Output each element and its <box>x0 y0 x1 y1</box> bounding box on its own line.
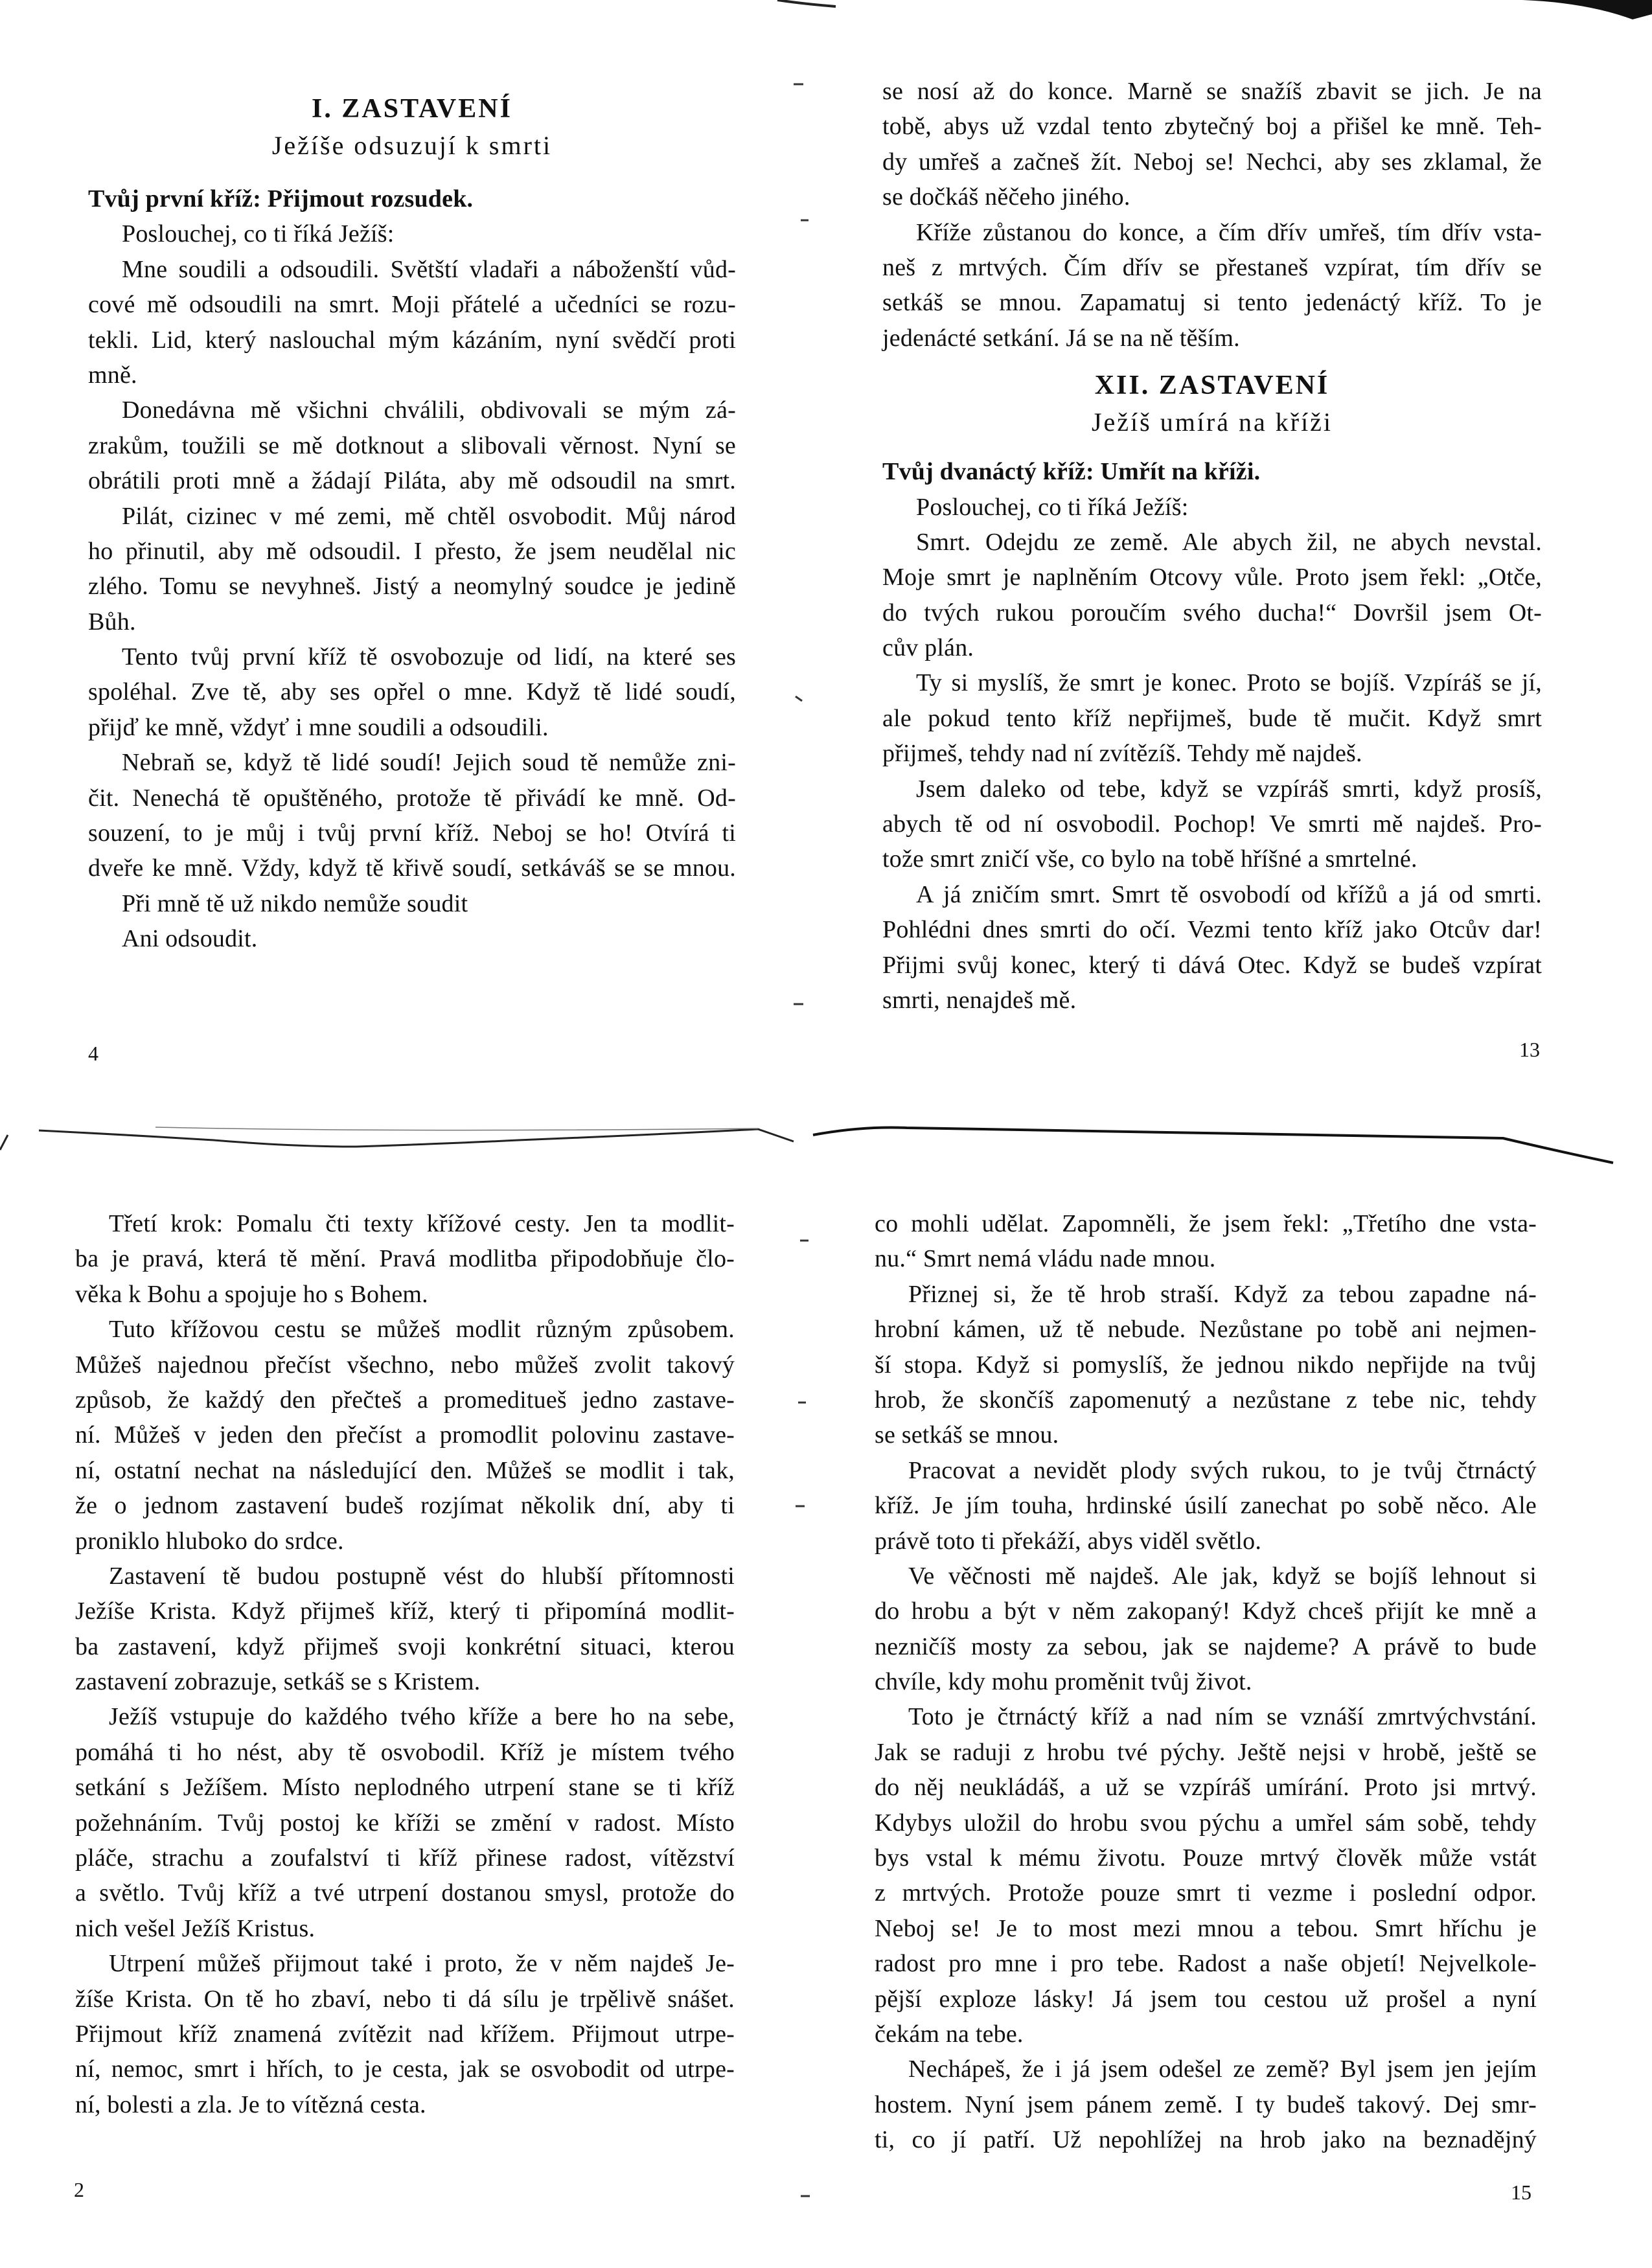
text-line: pomáhá ti ho nést, aby tě osvobodil. Kříž je místem tvého <box>75 1738 735 1766</box>
station-heading: I. ZASTAVENÍ <box>312 94 512 124</box>
text-line: ní, ostatní nechat na následující den. Můžeš se modlit i tak, <box>75 1456 735 1484</box>
text-line: Tuto křížovou cestu se můžeš modlit různým způsobem. <box>109 1316 735 1344</box>
text-line: kříž. Je jím touha, hrdinské úsilí zanechat po sobě něco. Ale <box>875 1492 1537 1520</box>
text-line: jedenácté setkání. Já se na ně těším. <box>882 324 1240 352</box>
top-edge-shadow <box>1075 0 1652 19</box>
text-line: se dočkáš něčeho jiného. <box>882 183 1130 211</box>
horizontal-fold-right <box>813 1127 1613 1163</box>
text-line: do něj neukládáš, a už se vzpíráš umírání. Proto jsi mrtvý. <box>875 1774 1537 1802</box>
text-line: spoléhal. Zve tě, aby ses opřel o mne. Když tě lidé soudí, <box>88 678 736 706</box>
page-number: 13 <box>1519 1038 1540 1061</box>
text-line: Smrt. Odejdu ze země. Ale abych žil, ne abych nevstal. <box>916 528 1542 556</box>
text-line: ti, co jí patří. Už nepohlížej na hrob jako na beznadějný <box>875 2126 1537 2154</box>
text-line: tože smrt zničí vše, co bylo na tobě hříšné a smrtelné. <box>882 845 1417 873</box>
page-bottom-left <box>75 1206 735 2122</box>
text-line: setkáš se mnou. Zapamatuj si tento jedenáctý kříž. To je <box>882 289 1542 317</box>
text-line: přijmeš, tehdy nad ní zvítězíš. Tehdy mě najdeš. <box>882 740 1362 768</box>
text-line: Ježíš vstupuje do každého tvého kříže a bere ho na sebe, <box>109 1703 735 1731</box>
text-line: Přijmout kříž znamená zvítězit nad křížem. Přijmout utrpe- <box>75 2020 735 2048</box>
text-line: pější exploze lásky! Já jsem tou cestou už prošel a nyní <box>875 1985 1537 2013</box>
text-line: přijď ke mně, vždyť i mne soudili a odsoudili. <box>88 713 549 741</box>
page-number: 15 <box>1511 2181 1532 2204</box>
station-subheading: Ježíše odsuzují k smrti <box>271 131 553 160</box>
text-line: obrátili proti mně a žádají Piláta, aby mě odsoudil na smrt. <box>88 467 736 495</box>
text-line: zlého. Tomu se nevyhneš. Jistý a neomylný soudce je jedině <box>88 573 736 601</box>
text-line: věka k Bohu a spojuje ho s Bohem. <box>75 1280 428 1308</box>
text-line: Toto je čtrnáctý kříž a nad ním se vznáší zmrtvýchvstání. <box>908 1703 1537 1731</box>
cross-lead: Tvůj první kříž: Přijmout rozsudek. <box>88 185 474 212</box>
text-line: hostem. Nyní jsem pánem země. I ty budeš takový. Dej smr- <box>875 2090 1537 2118</box>
text-line: Kdybys uložil do hrobu svou pýchu a umřel sám sobě, tehdy <box>875 1809 1537 1837</box>
text-line: bys vstal k mému životu. Pouze mrtvý člověk může vstát <box>875 1844 1537 1872</box>
text-line: Mne soudili a odsoudili. Světští vladaři a náboženští vůd- <box>122 255 736 283</box>
text-line: dy umřeš a začneš žít. Neboj se! Nechci, aby ses zklamal, že <box>882 148 1542 176</box>
text-line: souzení, to je můj i tvůj první kříž. Neboj se ho! Otvírá ti <box>88 819 736 847</box>
text-line: Ježíše Krista. Když přijmeš kříž, který ti připomíná modlit- <box>75 1598 735 1625</box>
text-line: ní, nemoc, smrt i hřích, to je cesta, jak se osvobodit od utrpe- <box>75 2056 735 2083</box>
text-line: nu.“ Smrt nemá vládu nade mnou. <box>875 1245 1216 1273</box>
text-line: radost pro mne i pro tebe. Radost a naše objetí! Nejvelkole- <box>875 1950 1537 1978</box>
text-line: proniklo hluboko do srdce. <box>75 1527 344 1555</box>
text-line: ho přinutil, aby mě odsoudil. I přesto, že jsem neudělal nic <box>88 537 736 565</box>
text-line: z mrtvých. Protože pouze smrt ti vezme i poslední odpor. <box>875 1879 1537 1907</box>
text-line: Jak se raduji z hrobu tvé pýchy. Ještě nejsi v hrobě, ještě se <box>875 1738 1537 1766</box>
text-line: Pracovat a nevidět plody svých rukou, to je tvůj čtrnáctý <box>908 1456 1537 1484</box>
text-line: cové mě odsoudili na smrt. Moji přátelé a učedníci se rozu- <box>88 291 736 319</box>
text-line: ba je pravá, která tě mění. Pravá modlitba připodobňuje člo- <box>75 1245 735 1273</box>
center-gutter-marks <box>794 84 810 2196</box>
text-line: Nechápeš, že i já jsem odešel ze země? Byl jsem jen jejím <box>908 2056 1537 2083</box>
page-number: 4 <box>88 1042 98 1065</box>
text-line: co mohli udělat. Zapomněli, že jsem řekl: „Třetího dne vsta- <box>875 1210 1537 1237</box>
text-line: setkání s Ježíšem. Místo neplodného utrpení stane se ti kříž <box>75 1774 735 1802</box>
page-top-left <box>88 91 736 957</box>
text-line: cův plán. <box>882 634 974 662</box>
text-line: Ve věčnosti mě najdeš. Ale jak, když se bojíš lehnout si <box>908 1562 1537 1590</box>
text-line: tekli. Lid, který naslouchal mým kázáním, nyní svědčí proti <box>88 326 736 354</box>
text-line: Utrpení můžeš přijmout také i proto, že v něm najdeš Je- <box>109 1950 735 1978</box>
text-line: Třetí krok: Pomalu čti texty křížové cesty. Jen ta modlit- <box>109 1210 735 1237</box>
text-line: chvíle, kdy mohu proměnit tvůj život. <box>875 1668 1252 1696</box>
text-line: Poslouchej, co ti říká Ježíš: <box>916 493 1189 521</box>
text-line: Zastavení tě budou postupně vést do hlubší přítomnosti <box>109 1562 735 1590</box>
text-line: Ty si myslíš, že smrt je konec. Proto se bojíš. Vzpíráš se jí, <box>916 669 1542 697</box>
station-subheading: Ježíš umírá na kříži <box>1091 407 1333 437</box>
text-line: se setkáš se mnou. <box>875 1421 1059 1449</box>
text-line: Tento tvůj první kříž tě osvobozuje od lidí, na které ses <box>122 643 736 671</box>
text-line: mně. <box>88 361 137 389</box>
text-line: čit. Nenechá tě opuštěného, protože tě přivádí ke mně. Od- <box>88 784 736 812</box>
top-crease <box>777 0 836 6</box>
text-line: nich vešel Ježíš Kristus. <box>75 1914 315 1942</box>
text-line: ba zastavení, když přijmeš svoji konkrétní situaci, kterou <box>75 1632 735 1660</box>
station-heading: XII. ZASTAVENÍ <box>1094 371 1330 401</box>
text-line: pláče, strachu a zoufalství ti kříž přinese radost, vítězství <box>75 1844 735 1872</box>
text-line: do hrobu a být v něm zakopaný! Když chceš přijít ke mně a <box>875 1598 1537 1625</box>
text-line: Jsem daleko od tebe, když se vzpíráš smrti, když prosíš, <box>916 775 1542 803</box>
text-line: požehnáním. Tvůj postoj ke kříži se změní v radost. Místo <box>75 1809 735 1837</box>
text-line: právě toto ti překáží, abys viděl světlo. <box>875 1527 1262 1555</box>
text-line: Poslouchej, co ti říká Ježíš: <box>122 220 395 248</box>
text-line: Můžeš najednou přečíst všechno, nebo můžeš zvolit takový <box>75 1351 735 1379</box>
text-line: a světlo. Tvůj kříž a tvé utrpení dostanou smysl, protože do <box>75 1879 735 1907</box>
text-line: nezničíš mosty za sebou, jak se najdeme? A právě to bude <box>875 1632 1537 1660</box>
text-line: Pilát, cizinec v mé zemi, mě chtěl osvobodit. Můj národ <box>122 502 736 530</box>
text-line: tobě, abys už vzdal tento zbytečný boj a přišel ke mně. Teh- <box>882 113 1542 141</box>
text-line: Neboj se! Je to most mezi mnou a tebou. Smrt hříchu je <box>875 1914 1537 1942</box>
text-line: ší stopa. Když si pomyslíš, že jednou nikdo nepřijde na tvůj <box>875 1351 1537 1379</box>
page-number: 2 <box>74 2178 84 2201</box>
text-line: ní. Můžeš v jeden den přečíst a promodlit polovinu zastave- <box>75 1421 735 1449</box>
horizontal-fold-left-faint <box>155 1127 758 1130</box>
text-line: žíše Krista. On tě ho zbaví, nebo ti dá sílu je trpělivě snášet. <box>75 1985 735 2013</box>
text-line: hrob, že skončíš zapomenutý a nezůstane z tebe nic, tehdy <box>875 1386 1537 1414</box>
text-line: ní, bolesti a zla. Je to vítězná cesta. <box>75 2090 426 2118</box>
text-line: Pohlédni dnes smrti do očí. Vezmi tento kříž jako Otcův dar! <box>882 916 1542 944</box>
text-line: Moje smrt je naplněním Otcovy vůle. Proto jsem řekl: „Otče, <box>882 564 1542 591</box>
text-line: A já zničím smrt. Smrt tě osvobodí od křížů a já od smrti. <box>916 880 1542 908</box>
text-line: Kříže zůstanou do konce, a čím dřív umřeš, tím dřív vsta- <box>916 218 1542 246</box>
text-line: zastavení zobrazuje, setkáš se s Kristem. <box>75 1668 481 1696</box>
text-line: Přijmi svůj konec, který ti dává Otec. Když se budeš vzpírat <box>882 951 1542 979</box>
cross-lead: Tvůj dvanáctý kříž: Umřít na kříži. <box>882 458 1261 486</box>
text-line: se nosí až do konce. Marně se snažíš zbavit se jich. Je na <box>882 78 1542 105</box>
text-line: Nebraň se, když tě lidé soudí! Jejich soud tě nemůže zni- <box>122 749 736 777</box>
text-line: dveře ke mně. Vždy, když tě křivě soudí, setkáváš se se mnou. <box>88 854 736 882</box>
page-bottom-right <box>875 1206 1537 2158</box>
horizontal-fold-left <box>39 1129 794 1147</box>
text-line: Ani odsoudit. <box>122 925 258 953</box>
text-line: hrobní kámen, už tě nebude. Nezůstane po tobě ani nejmen- <box>875 1316 1537 1344</box>
text-line: smrti, nenajdeš mě. <box>882 986 1077 1014</box>
text-line: Při mně tě už nikdo nemůže soudit <box>122 889 468 917</box>
text-line: zrakům, toužili se mě dotknout a slibovali věrnost. Nyní se <box>88 431 736 459</box>
left-edge-mark <box>0 1135 8 1150</box>
text-line: Přiznej si, že tě hrob straší. Když za tebou zapadne ná- <box>908 1280 1537 1308</box>
text-line: ale pokud tento kříž nepřijmeš, bude tě mučit. Když smrt <box>882 704 1542 732</box>
text-line: do tvých rukou poroučím svého ducha!“ Dovršil jsem Ot- <box>882 599 1542 626</box>
text-line: abych tě od ní osvobodil. Pochop! Ve smrti mě najdeš. Pro- <box>882 810 1542 838</box>
text-line: že o jednom zastavení budeš rozjímat několik dní, aby ti <box>75 1492 735 1520</box>
text-line: čekám na tebe. <box>875 2020 1024 2048</box>
page-top-right <box>882 74 1542 1018</box>
text-line: způsob, že každý den přečteš a promeditueš jedno zastave- <box>75 1386 735 1414</box>
text-line: neš z mrtvých. Čím dřív se přestaneš vzpírat, tím dřív se <box>882 253 1542 281</box>
text-line: Bůh. <box>88 608 136 636</box>
text-line: Donedávna mě všichni chválili, obdivovali se mým zá- <box>122 396 736 424</box>
